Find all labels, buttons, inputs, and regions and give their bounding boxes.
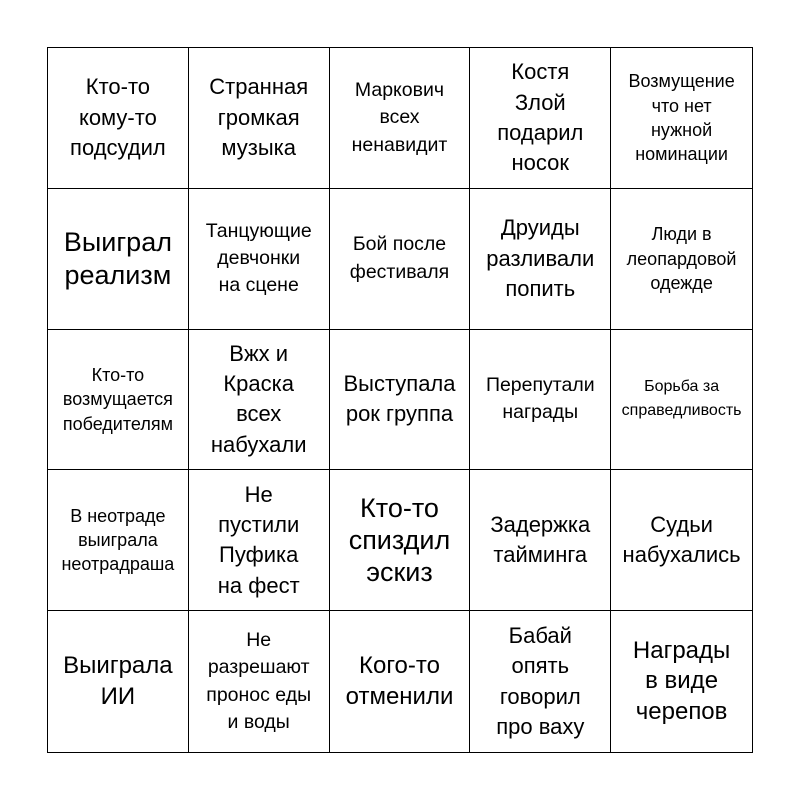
bingo-cell[interactable] [189, 189, 330, 330]
cell-text: Вжх и Краска всех набухали [210, 340, 307, 457]
bingo-cell[interactable] [470, 48, 611, 189]
cell-text: Танцующие девчонки на сцене [205, 219, 312, 297]
bingo-cell[interactable] [189, 611, 330, 752]
bingo-cell[interactable] [611, 48, 752, 189]
bingo-cell[interactable] [330, 330, 471, 471]
cell-text: Выступала рок группа [343, 371, 456, 427]
bingo-cell[interactable] [330, 189, 471, 330]
cell-text: Выиграла ИИ [63, 651, 173, 710]
cell-text: Кто-то возмущается победителям [62, 365, 173, 434]
cell-text: Кто-то кому-то подсудил [70, 74, 166, 161]
bingo-cell[interactable] [48, 470, 189, 611]
bingo-cell[interactable] [48, 48, 189, 189]
cell-text: Друиды разливали попить [486, 215, 595, 301]
cell-text: Маркович всех ненавидит [351, 78, 448, 156]
cell-text: Выиграл реализм [63, 227, 172, 290]
bingo-cell[interactable] [330, 48, 471, 189]
cell-text: Кого-то отменили [345, 651, 454, 710]
cell-text: Перепутали награды [485, 374, 595, 424]
cell-text: Борьба за справедливость [621, 378, 742, 420]
cell-text: Задержка тайминга [490, 511, 591, 568]
cell-text: Кто-то спиздил эскиз [348, 492, 451, 588]
cell-text: Бабай опять говорил про ваху [496, 622, 585, 739]
bingo-cell[interactable] [470, 611, 611, 752]
cell-text: Не разрешают пронос еды и воды [206, 629, 312, 733]
bingo-cell[interactable] [611, 470, 752, 611]
bingo-cell[interactable] [48, 189, 189, 330]
bingo-board [47, 47, 753, 753]
bingo-cell[interactable] [48, 330, 189, 471]
cell-text: Судьи набухались [622, 511, 741, 568]
cell-text: Люди в леопардовой одежде [626, 224, 737, 293]
cell-text: Не пустили Пуфика на фест [217, 481, 300, 598]
cell-text: Возмущение что нет нужной номинации [628, 71, 735, 165]
cell-text: Странная громкая музыка [209, 74, 309, 161]
bingo-cell[interactable] [611, 611, 752, 752]
bingo-cell[interactable] [470, 470, 611, 611]
cell-text: Костя Злой подарил носок [497, 59, 584, 176]
bingo-cell[interactable] [330, 470, 471, 611]
bingo-cell[interactable] [470, 330, 611, 471]
bingo-cell[interactable] [48, 611, 189, 752]
bingo-cell[interactable] [611, 330, 752, 471]
bingo-cell[interactable] [189, 470, 330, 611]
cell-text: В неотраде выиграла неотрадраша [61, 505, 175, 575]
bingo-cell[interactable] [189, 330, 330, 471]
cell-text: Бой после фестиваля [349, 233, 450, 283]
bingo-cell[interactable] [470, 189, 611, 330]
bingo-cell[interactable] [611, 189, 752, 330]
bingo-cell[interactable] [189, 48, 330, 189]
bingo-cell[interactable] [330, 611, 471, 752]
cell-text: Награды в виде черепов [632, 636, 731, 725]
